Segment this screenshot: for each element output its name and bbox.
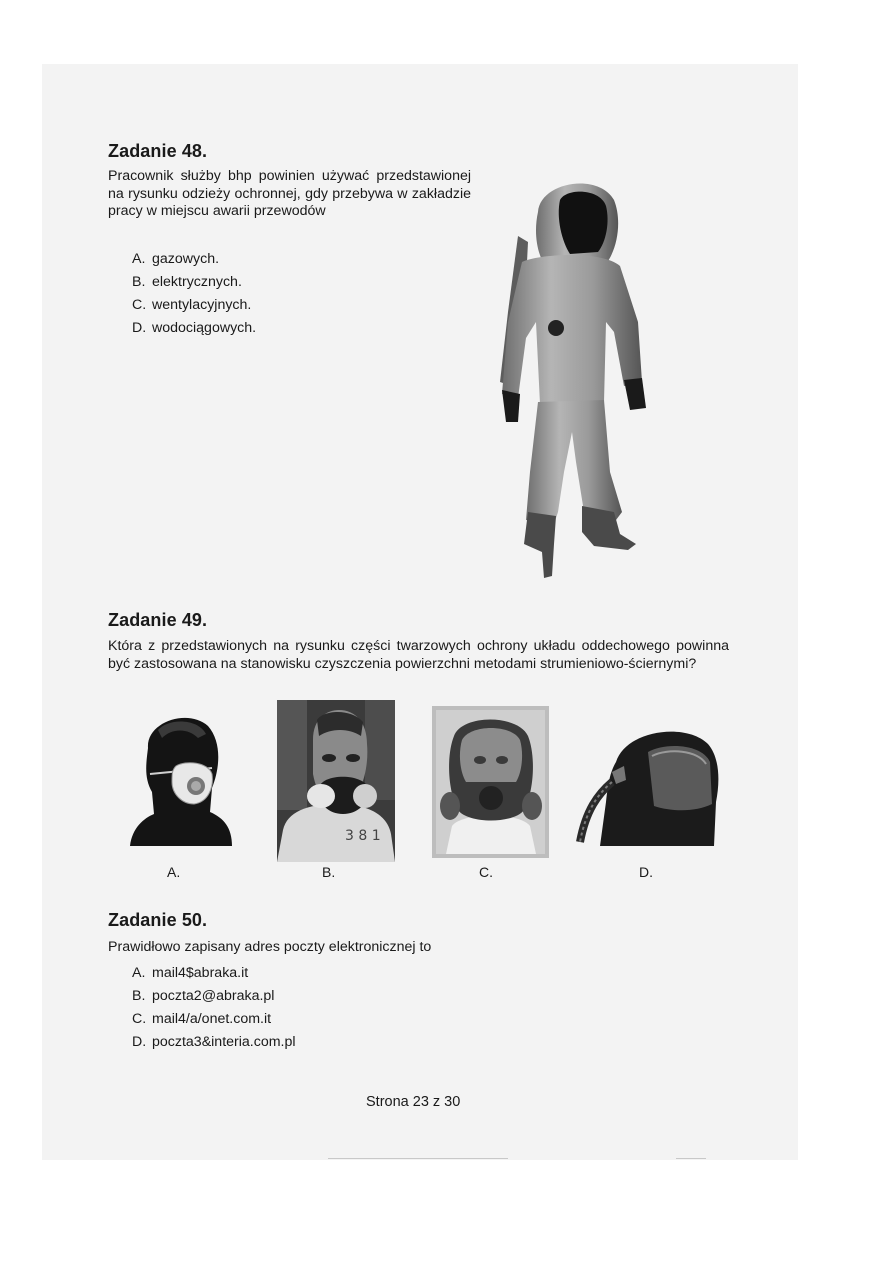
half-mask-respirator-icon[interactable] bbox=[277, 700, 395, 862]
task48-option-d[interactable]: D. wodociągowych. bbox=[132, 320, 257, 336]
svg-text:3 8 1: 3 8 1 bbox=[345, 828, 381, 844]
task50-question: Prawidłowo zapisany adres poczty elektronicznej to bbox=[108, 939, 432, 955]
task49-title: Zadanie 49. bbox=[108, 610, 208, 630]
task48-option-c[interactable]: C. wentylacyjnych. bbox=[132, 297, 252, 313]
blasting-helmet-icon[interactable] bbox=[576, 722, 722, 848]
scan-artifact-line bbox=[676, 1158, 706, 1159]
task50-option-a[interactable]: A. mail4$abraka.it bbox=[132, 965, 249, 981]
task50-option-d[interactable]: D. poczta3&interia.com.pl bbox=[132, 1034, 296, 1050]
task48-options bbox=[132, 248, 256, 340]
task48-option-a[interactable]: A. gazowych. bbox=[132, 251, 220, 267]
image-label-c: C. bbox=[479, 864, 493, 880]
task48-title: Zadanie 48. bbox=[108, 141, 208, 161]
task48-option-b[interactable]: B. elektrycznych. bbox=[132, 274, 242, 290]
image-label-d: D. bbox=[639, 864, 653, 880]
dust-mask-icon[interactable] bbox=[128, 708, 234, 848]
task50-title: Zadanie 50. bbox=[108, 910, 208, 930]
task50-options bbox=[132, 962, 296, 1054]
protective-suit-icon bbox=[478, 172, 650, 582]
task50-option-b[interactable]: B. poczta2@abraka.pl bbox=[132, 988, 275, 1004]
task49-question: Która z przedstawionych na rysunku części twarzowych ochrony układu oddechowego powinna być zastosowana na stanowisku czyszczenia powierzchni metodami strumieniowo-ściernymi? bbox=[108, 638, 729, 672]
image-label-b: B. bbox=[322, 864, 336, 880]
image-label-a: A. bbox=[167, 864, 181, 880]
task50-option-c[interactable]: C. mail4/a/onet.com.it bbox=[132, 1011, 272, 1027]
full-face-mask-icon[interactable] bbox=[432, 706, 549, 858]
scan-artifact-line bbox=[328, 1158, 508, 1159]
page-number: Strona 23 z 30 bbox=[366, 1094, 461, 1110]
task48-question: Pracownik służby bhp powinien używać przedstawionej na rysunku odzieży ochronnej, gdy przebywa w zakładzie pracy w miejscu awarii przewodów bbox=[108, 168, 471, 219]
